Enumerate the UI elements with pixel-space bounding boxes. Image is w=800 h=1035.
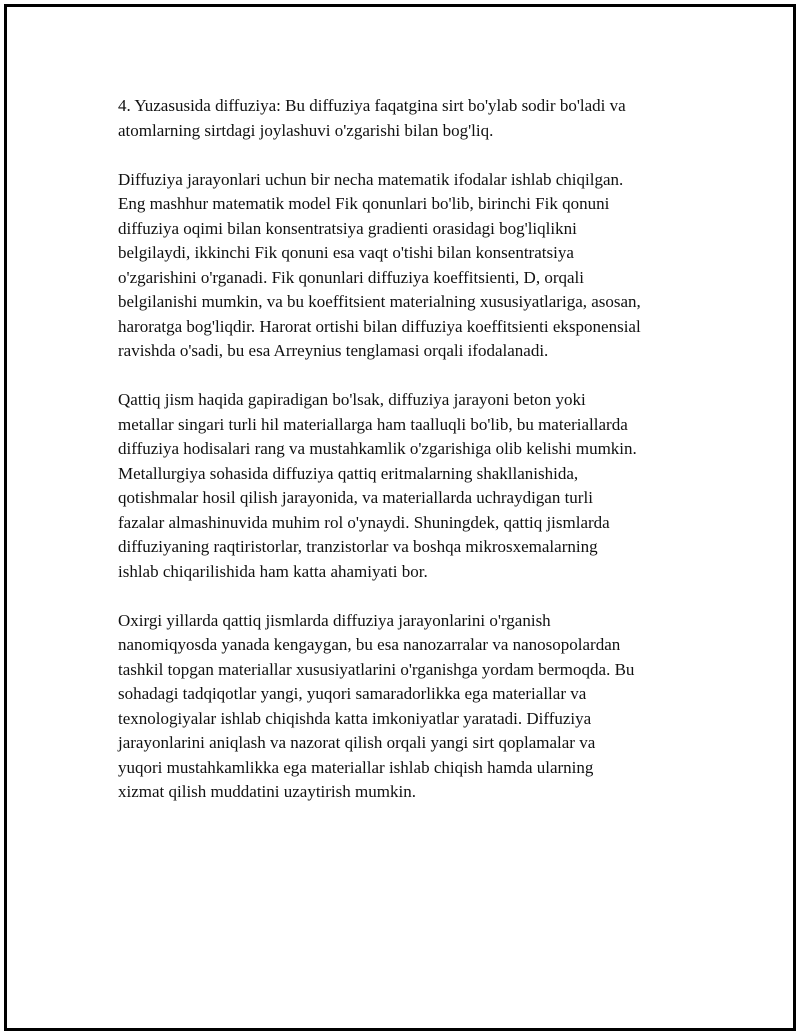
text-line: metallar singari turli hil materiallarga ham taalluqli bo'lib, bu materiallarda — [118, 414, 628, 434]
text-line: haroratga bog'liqdir. Harorat ortishi bilan diffuziya koeffitsienti eksponensial — [118, 316, 641, 336]
text-line: fazalar almashinuvida muhim rol o'ynaydi. Shuningdek, qattiq jismlarda — [118, 512, 610, 532]
text-line: xizmat qilish muddatini uzaytirish mumkin. — [118, 782, 416, 801]
paragraph-3 — [118, 388, 708, 584]
text-line: atomlarning sirtdagi joylashuvi o'zgarishi bilan bog'liq. — [118, 120, 494, 140]
text-line: Oxirgi yillarda qattiq jismlarda diffuziya jarayonlarini o'rganish — [118, 610, 551, 630]
text-line: 4. Yuzasusida diffuziya: Bu diffuziya faqatgina sirt bo'ylab sodir bo'ladi va — [118, 96, 626, 115]
text-line: texnologiyalar ishlab chiqishda katta imkoniyatlar yaratadi. Diffuziya — [118, 708, 592, 728]
text-line: diffuziyaning raqtiristorlar, tranzistorlar va boshqa mikrosxemalarning — [118, 537, 598, 556]
text-line: sohadagi tadqiqotlar yangi, yuqori samaradorlikka ega materiallar va — [118, 684, 587, 703]
text-line: ishlab chiqarilishida ham katta ahamiyati bor. — [118, 561, 428, 581]
text-line: tashkil topgan materiallar xususiyatlarini o'rganishga yordam bermoqda. Bu — [118, 659, 635, 679]
text-line: diffuziya hodisalari rang va mustahkamlik o'zgarishiga olib kelishi mumkin. — [118, 439, 637, 458]
paragraph-2 — [118, 168, 708, 364]
text-line: ravishda o'sadi, bu esa Arreynius tenglamasi orqali ifodalanadi. — [118, 341, 549, 360]
text-line: qotishmalar hosil qilish jarayonida, va materiallarda uchraydigan turli — [118, 488, 593, 507]
text-line: Eng mashhur matematik model Fik qonunlari bo'lib, birinchi Fik qonuni — [118, 194, 610, 213]
paragraph-1 — [118, 94, 708, 143]
document-body — [118, 94, 708, 829]
text-line: diffuziya oqimi bilan konsentratsiya gradienti orasidagi bog'liqlikni — [118, 218, 577, 238]
text-line: Metallurgiya sohasida diffuziya qattiq eritmalarning shakllanishida, — [118, 463, 579, 483]
text-line: o'zgarishini o'rganadi. Fik qonunlari diffuziya koeffitsienti, D, orqali — [118, 267, 584, 287]
text-line: nanomiqyosda yanada kengaygan, bu esa nanozarralar va nanosopolardan — [118, 635, 621, 654]
text-line: belgilanishi mumkin, va bu koeffitsient materialning xususiyatlariga, asosan, — [118, 292, 641, 311]
paragraph-4 — [118, 609, 708, 805]
text-line: yuqori mustahkamlikka ega materiallar ishlab chiqish hamda ularning — [118, 757, 594, 777]
text-line: Diffuziya jarayonlari uchun bir necha matematik ifodalar ishlab chiqilgan. — [118, 169, 624, 189]
text-line: Qattiq jism haqida gapiradigan bo'lsak, diffuziya jarayoni beton yoki — [118, 390, 586, 409]
text-line: jarayonlarini aniqlash va nazorat qilish orqali yangi sirt qoplamalar va — [118, 733, 596, 752]
text-line: belgilaydi, ikkinchi Fik qonuni esa vaqt o'tishi bilan konsentratsiya — [118, 243, 574, 262]
